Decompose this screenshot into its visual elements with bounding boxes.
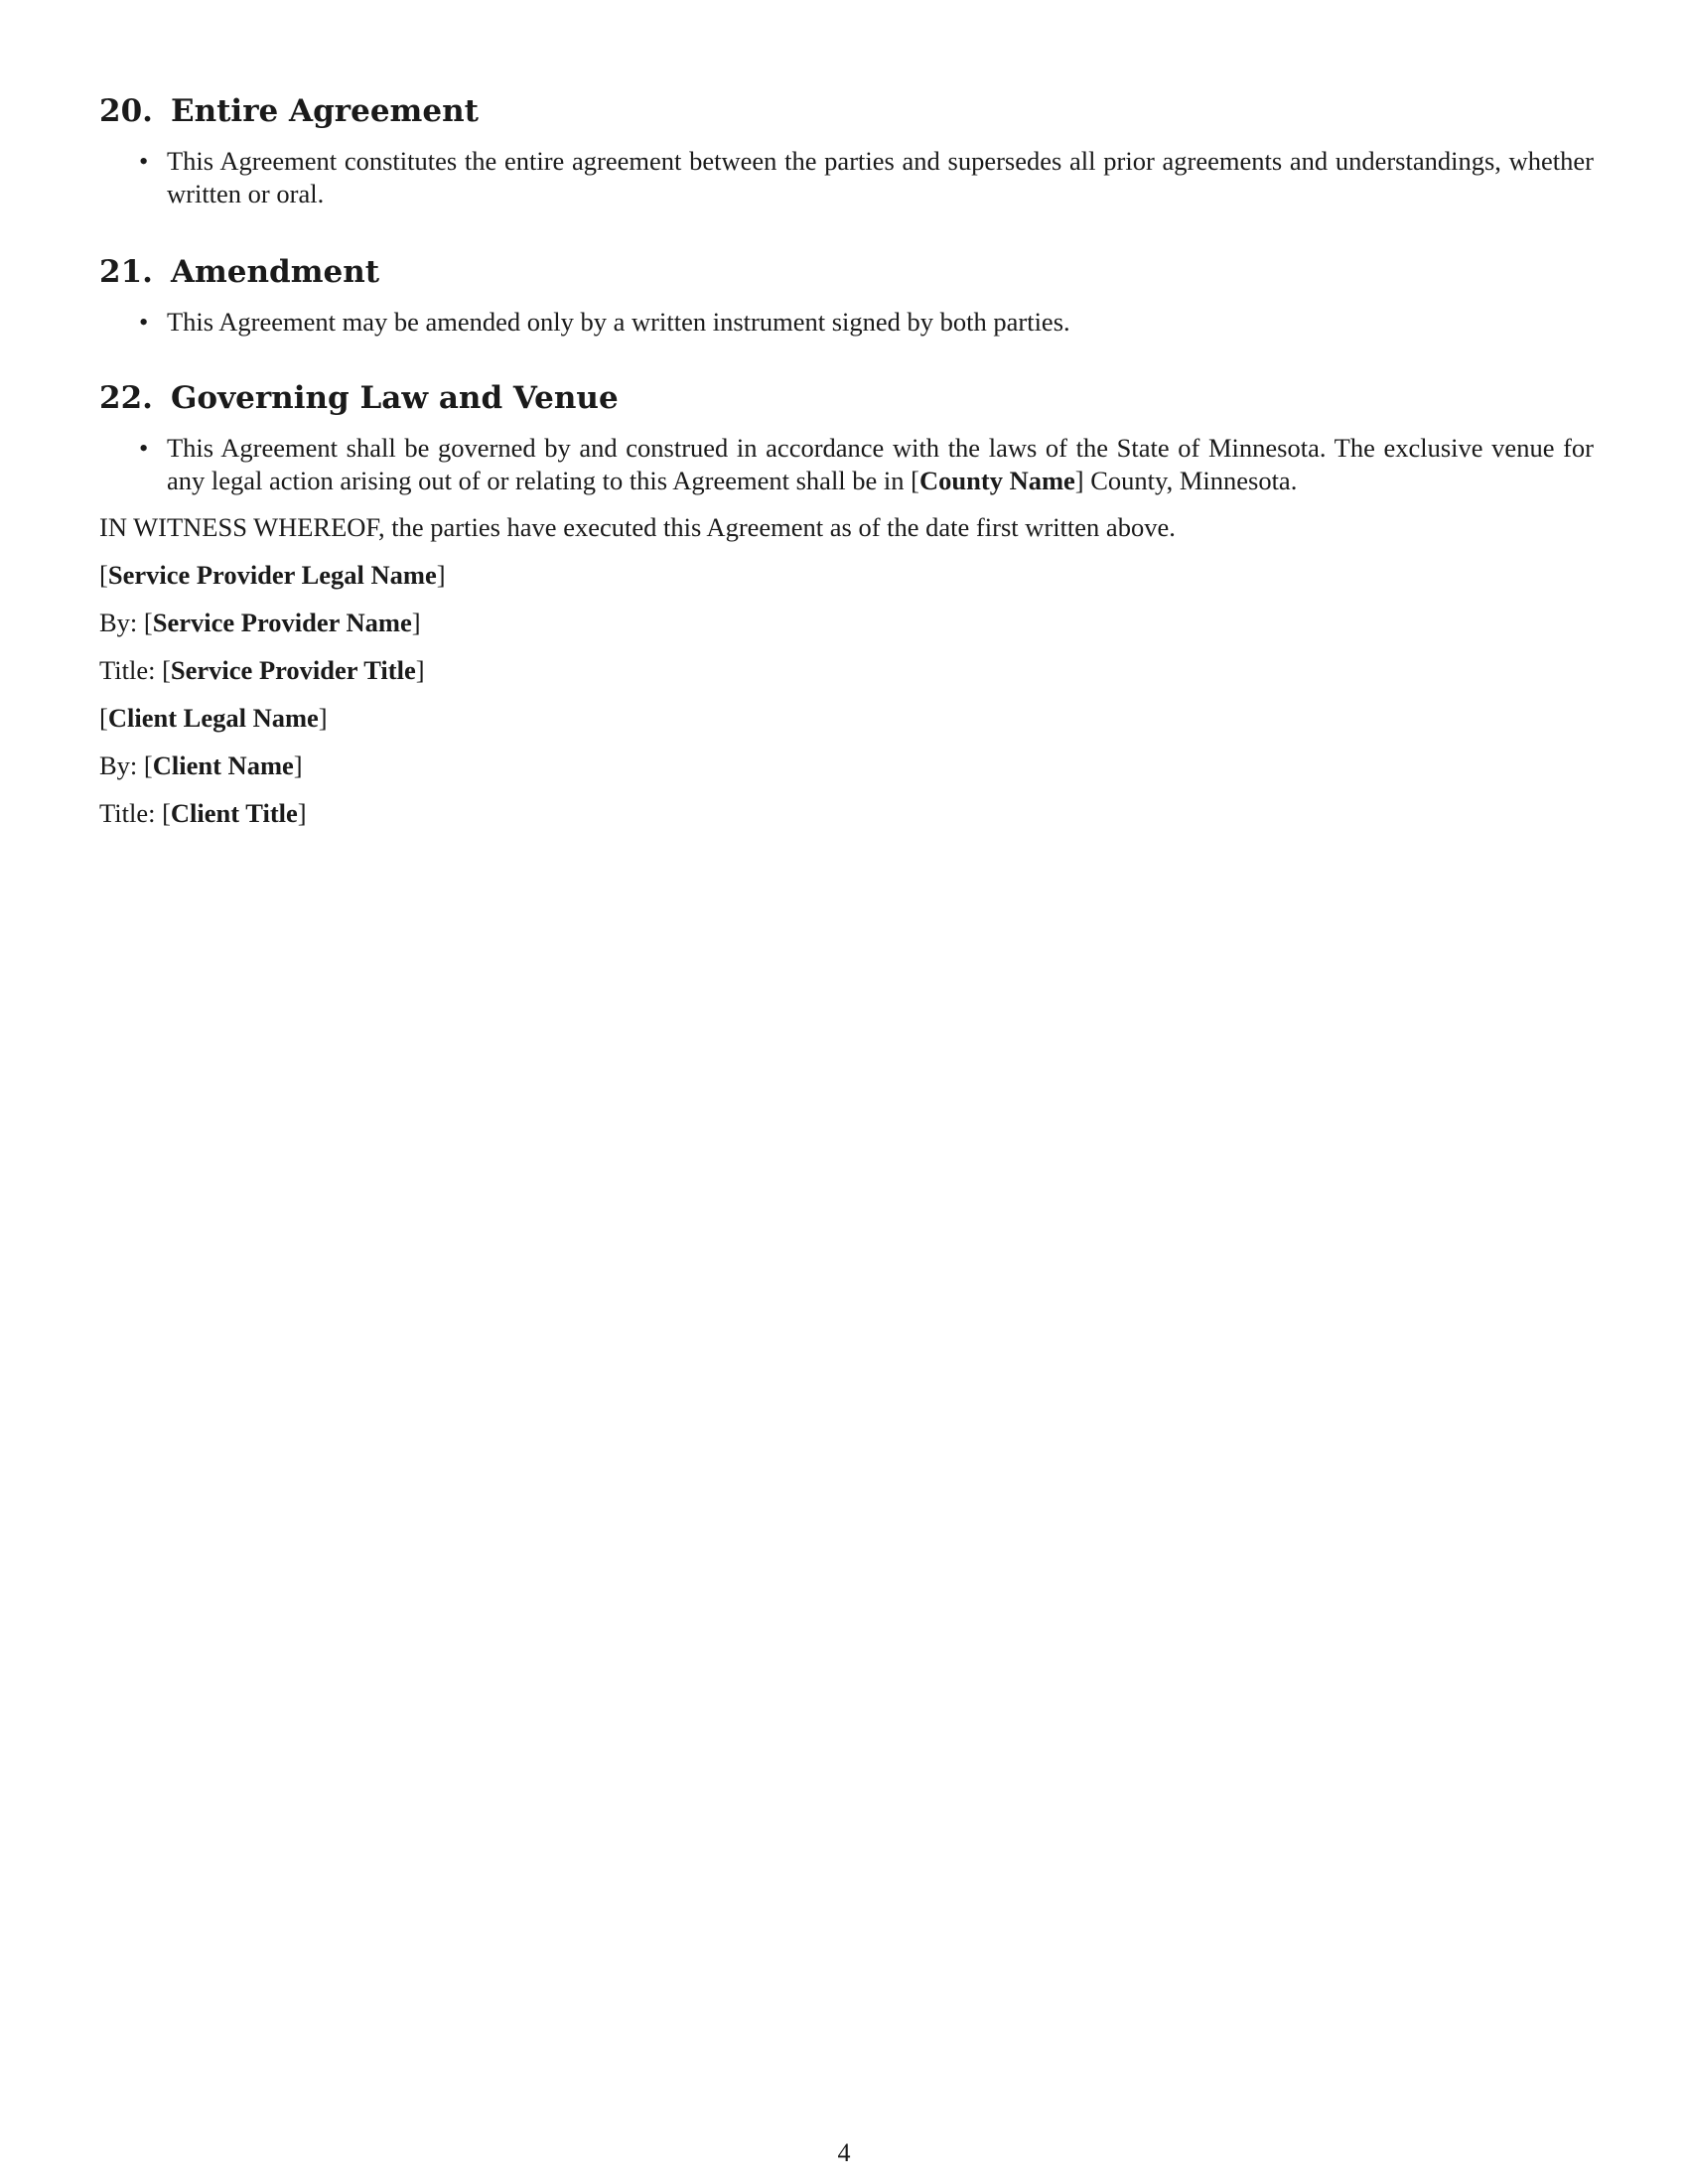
section-bullets (99, 432, 1594, 497)
bullet-dot-icon: • (139, 307, 149, 337)
bullet-text-after: County, Minnesota. (1083, 466, 1298, 495)
by-label: By: (99, 751, 138, 780)
section-number: 21. (99, 254, 153, 290)
bullet-item (99, 306, 1594, 339)
section-number: 20. (99, 93, 153, 129)
county-name-placeholder: County Name (919, 466, 1075, 495)
bullet-dot-icon: • (139, 146, 149, 176)
section-heading-entire-agreement (99, 91, 1594, 131)
provider-by-line: By: [Service Provider Name] (99, 608, 421, 637)
page-number: 4 (837, 2138, 851, 2167)
section-heading-governing-law (99, 378, 1594, 418)
provider-title: Service Provider Title (170, 655, 416, 685)
section-heading-amendment (99, 252, 1594, 292)
section-title: Entire Agreement (170, 93, 479, 129)
witness-statement: IN WITNESS WHEREOF, the parties have executed this Agreement as of the date first written above. (99, 512, 1176, 542)
bullet-text-before: This Agreement shall be governed by and construed in accordance with the laws of the State of Minnesota. The exclusive venue for any legal action arising out of or relating to this Agreement shall be in (167, 433, 1594, 495)
client-title: Client Title (170, 798, 298, 828)
bullet-dot-icon: • (139, 433, 149, 463)
client-legal-name-line: [Client Legal Name] (99, 703, 328, 733)
bullet-item (99, 432, 1594, 497)
section-number: 22. (99, 380, 153, 416)
title-label: Title: (99, 655, 156, 685)
section-title: Amendment (170, 254, 380, 290)
client-name: Client Name (152, 751, 294, 780)
client-legal-name: Client Legal Name (107, 703, 319, 733)
provider-title-line: Title: [Service Provider Title] (99, 655, 425, 685)
section-bullets (99, 145, 1594, 210)
by-label: By: (99, 608, 138, 637)
section-bullets (99, 306, 1594, 339)
client-by-line: By: [Client Name] (99, 751, 303, 780)
bullet-text: This Agreement may be amended only by a written instrument signed by both parties. (167, 307, 1070, 337)
bullet-item (99, 145, 1594, 210)
section-title: Governing Law and Venue (170, 380, 619, 416)
bullet-text: This Agreement shall be governed by and construed in accordance with the laws of the State of Minnesota. The exclusive venue for any legal action arising out of or relating to this Agreement shall be in [County Name] County, Minnesota. (167, 433, 1594, 495)
provider-legal-name: Service Provider Legal Name (107, 560, 437, 590)
bullet-text: This Agreement constitutes the entire agreement between the parties and supersedes all prior agreements and understandings, whether written or oral. (167, 146, 1594, 208)
title-label: Title: (99, 798, 156, 828)
document-page (99, 91, 1594, 830)
provider-name: Service Provider Name (152, 608, 412, 637)
client-title-line: Title: [Client Title] (99, 798, 307, 828)
provider-legal-name-line: [Service Provider Legal Name] (99, 560, 446, 590)
